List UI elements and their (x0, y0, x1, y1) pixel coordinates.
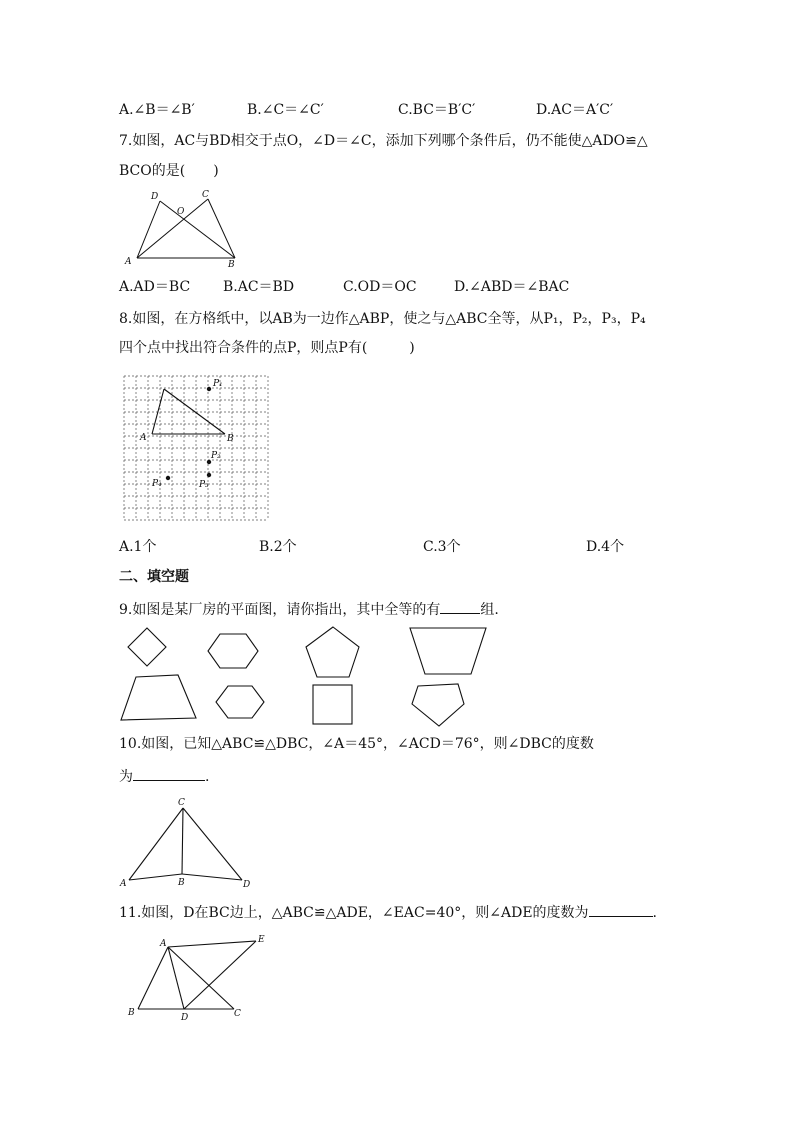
q8-grid-figure (124, 376, 269, 521)
q8-label-p3: P₃ (199, 480, 209, 490)
q10-answer-blank[interactable] (133, 766, 205, 781)
q9-stem-text: 9.如图是某厂房的平面图，请你指出，其中全等的有 (119, 602, 441, 618)
q8-point-p1 (207, 387, 211, 391)
q8-grid (124, 376, 268, 520)
q8-label-a: A (140, 433, 147, 443)
q11-label-a: A (160, 939, 167, 949)
q7-stem-line1: 7.如图，AC与BD相交于点O，∠D＝∠C，添加下列哪个条件后，仍不能使△ADO≌△ (119, 133, 648, 149)
q7-label-o: O (177, 207, 185, 217)
q10-segment-bd (182, 874, 242, 880)
q8-label-p2: P₂ (211, 451, 221, 461)
q7-option-b: B.AC＝BD (223, 279, 295, 295)
q7-option-a: A.AD＝BC (119, 279, 191, 295)
q7-label-d: D (151, 192, 159, 202)
q6-option-d: D.AC＝A′C′ (536, 102, 614, 118)
q7-option-d: D.∠ABD＝∠BAC (454, 279, 570, 295)
q11-segment-de (184, 941, 256, 1009)
q6-option-b: B.∠C＝∠C′ (247, 102, 324, 118)
q11-stem-end: . (652, 905, 657, 921)
q9-shape-trapezoid-top (410, 628, 486, 674)
q7-stem-line2: BCO的是( ) (119, 163, 219, 179)
q9-shape-hexagon-top (208, 634, 258, 668)
q10-stem-end: . (205, 769, 210, 785)
q10-segment-ca (129, 808, 183, 880)
q8-stem-line1: 8.如图，在方格纸中，以AB为一边作△ABP，使之与△ABC全等，从P₁，P₂，P₃，P₄ (119, 311, 646, 327)
q11-segment-ae (168, 941, 256, 947)
q11-answer-blank[interactable] (589, 902, 653, 917)
q7-segment-ac (137, 199, 208, 258)
q7-segment-ad (137, 201, 160, 258)
q8-point-p4 (166, 476, 170, 480)
q10-segment-ab (129, 874, 182, 880)
q9-shape-diamond (128, 628, 166, 666)
q10-stem-line2 (119, 766, 209, 787)
q11-label-e: E (258, 935, 265, 945)
q11-label-d: D (181, 1013, 189, 1023)
q8-stem-line2: 四个点中找出符合条件的点P，则点P有( ) (119, 340, 415, 356)
q10-label-c: C (178, 798, 185, 808)
q11-label-c: C (234, 1009, 241, 1019)
q6-option-a: A.∠B＝∠B′ (119, 102, 195, 118)
q9-stem (119, 599, 499, 620)
q8-label-p1: P₁ (213, 379, 223, 389)
section-title-fill-in: 二、填空题 (119, 569, 189, 585)
q11-segment-ab (138, 947, 168, 1009)
q8-option-d: D.4个 (586, 539, 625, 555)
q10-segment-cd (183, 808, 242, 880)
q8-segment-cb (164, 389, 225, 434)
q8-label-b: B (227, 434, 234, 444)
q8-option-a: A.1个 (119, 539, 157, 555)
q10-segment-cb (182, 808, 183, 874)
q9-shape-square (313, 685, 352, 724)
q11-figure (124, 932, 274, 1024)
q10-figure (118, 796, 258, 888)
q9-answer-blank[interactable] (440, 599, 480, 614)
q11-segment-ad (168, 947, 184, 1009)
q11-segment-ac (168, 947, 234, 1009)
q11-label-b: B (128, 1008, 135, 1018)
q7-label-a: A (125, 257, 132, 267)
q10-stem-line1: 10.如图，已知△ABC≌△DBC，∠A＝45°，∠ACD＝76°，则∠DBC的度数 (119, 736, 594, 752)
q9-shape-trapezoid-bottom (121, 675, 196, 720)
q7-figure (120, 188, 250, 270)
q10-stem-prefix: 为 (119, 769, 133, 785)
q7-label-c: C (202, 190, 209, 200)
q8-point-p3 (207, 473, 211, 477)
q9-shape-hexagon-bottom (216, 686, 264, 718)
q8-segment-ac (152, 389, 164, 434)
q7-option-c: C.OD＝OC (343, 279, 417, 295)
q9-shapes-figure (116, 622, 496, 730)
q11-stem (119, 902, 657, 923)
q11-stem-text: 11.如图，D在BC边上，△ABC≌△ADE，∠EAC=40°，则∠ADE的度数为 (119, 905, 589, 921)
q10-label-d: D (243, 880, 251, 890)
q9-shape-pentagon-top (306, 627, 359, 677)
q10-label-b: B (178, 878, 185, 888)
q8-option-c: C.3个 (423, 539, 461, 555)
q9-shape-pentagon-bottom (412, 684, 464, 726)
q8-option-b: B.2个 (259, 539, 297, 555)
q8-label-p4: P₄ (152, 479, 162, 489)
q6-option-c: C.BC＝B′C′ (398, 102, 476, 118)
q7-segment-cb (208, 199, 235, 258)
q10-label-a: A (120, 879, 127, 889)
q9-stem-end: 组. (480, 602, 499, 618)
q7-label-b: B (228, 260, 235, 270)
